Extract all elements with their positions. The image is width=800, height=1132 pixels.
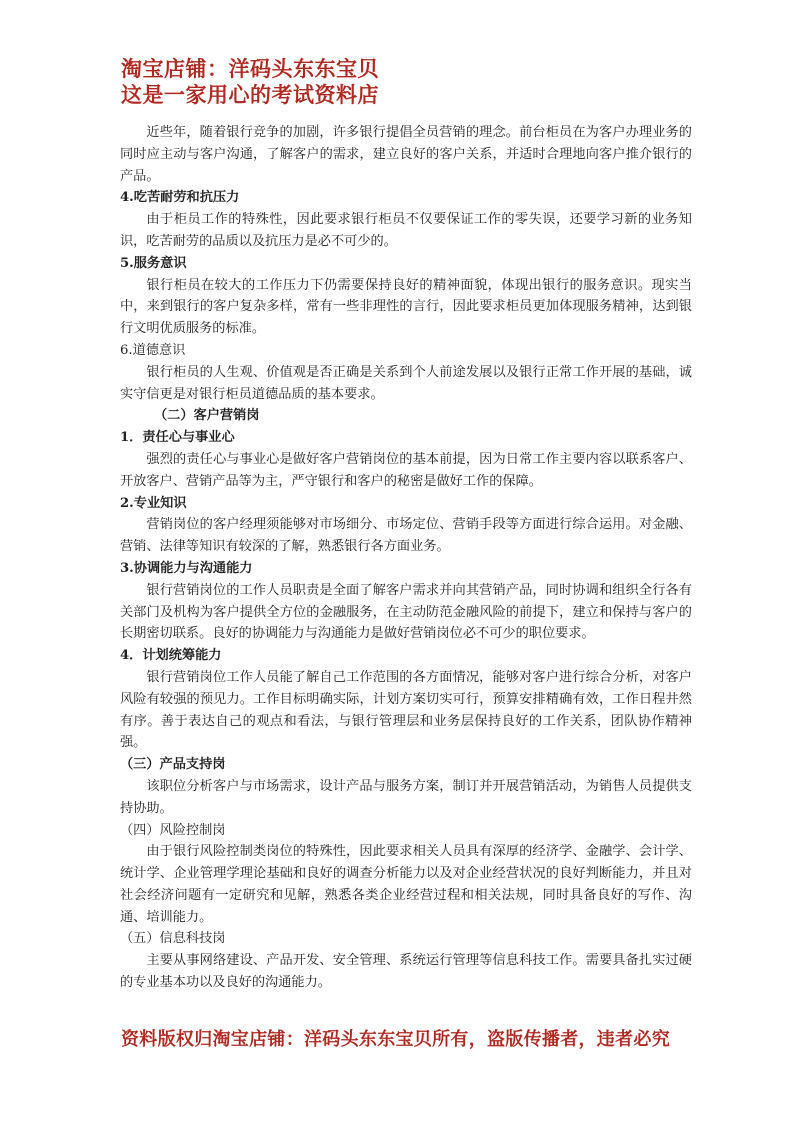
paragraph: 由于银行风险控制类岗位的特殊性，因此要求相关人员具有深厚的经济学、金融学、会计学、统计学、企业管理学理论基础和良好的调查分析能力以及对企业经营状况的良好判断能力，并且对社会经济问题有一定研究和见解，熟悉各类企业经营过程和相关法规，同时具备良好的写作、沟通、培训能力。 bbox=[120, 844, 692, 925]
paragraph: 银行营销岗位的工作人员职责是全面了解客户需求并向其营销产品，同时协调和组织全行各有关部门及机构为客户提供全方位的金融服务，在主动防范金融风险的前提下，建立和保持与客户的长期密切联系。良好的协调能力与沟通能力是做好营销岗位必不可少的职位要求。 bbox=[120, 582, 692, 642]
document-body bbox=[120, 122, 692, 994]
section-heading: 2.专业知识 bbox=[120, 495, 187, 511]
section-heading: 4．计划统筹能力 bbox=[120, 648, 222, 664]
paragraph: 银行柜员的人生观、价值观是否正确是关系到个人前途发展以及银行正常工作开展的基础，诚实守信更是对银行柜员道德品质的基本要求。 bbox=[120, 364, 692, 402]
paragraph: 强烈的责任心与事业心是做好客户营销岗位的基本前提，因为日常工作主要内容以联系客户、开放客户、营销产品等为主，严守银行和客户的秘密是做好工作的保障。 bbox=[120, 451, 692, 489]
paragraph: 该职位分析客户与市场需求，设计产品与服务方案，制订并开展营销活动，为销售人员提供支持协助。 bbox=[120, 778, 692, 816]
section-heading: 3.协调能力与沟通能力 bbox=[120, 560, 253, 576]
section-heading: 5.服务意识 bbox=[120, 255, 187, 271]
chapter-heading: （五）信息科技岗 bbox=[120, 931, 226, 947]
header bbox=[121, 56, 379, 108]
copyright-footer: 资料版权归淘宝店铺：洋码头东东宝贝所有，盗版传播者，违者必究 bbox=[121, 1029, 670, 1050]
paragraph: 由于柜员工作的特殊性，因此要求银行柜员不仅要保证工作的零失误，还要学习新的业务知识，吃苦耐劳的品质以及抗压力是必不可少的。 bbox=[120, 212, 692, 249]
chapter-heading: （三）产品支持岗 bbox=[120, 757, 226, 773]
shop-slogan-heading: 这是一家用心的考试资料店 bbox=[121, 82, 379, 107]
paragraph: 营销岗位的客户经理须能够对市场细分、市场定位、营销手段等方面进行综合运用。对金融、营销、法律等知识有较深的了解，熟悉银行各方面业务。 bbox=[120, 517, 692, 555]
chapter-heading: （四）风险控制岗 bbox=[120, 822, 226, 838]
chapter-heading: （二）客户营销岗 bbox=[154, 408, 260, 424]
section-heading: 1．责任心与事业心 bbox=[120, 430, 235, 446]
section-heading: 6.道德意识 bbox=[120, 342, 186, 358]
paragraph: 主要从事网络建设、产品开发、安全管理、系统运行管理等信息科技工作。需要具备扎实过硬的专业基本功以及良好的沟通能力。 bbox=[120, 953, 692, 991]
section-heading: 4.吃苦耐劳和抗压力 bbox=[120, 190, 240, 206]
shop-name-heading: 淘宝店铺：洋码头东东宝贝 bbox=[121, 56, 379, 81]
paragraph: 银行营销岗位工作人员能了解自己工作范围的各方面情况，能够对客户进行综合分析，对客户风险有较强的预见力。工作目标明确实际，计划方案切实可行，预算安排精确有效，工作日程井然有序。善于表达自己的观点和看法，与银行管理层和业务层保持良好的工作关系，团队协作精神强。 bbox=[120, 669, 692, 751]
paragraph: 近些年，随着银行竞争的加剧，许多银行提倡全员营销的理念。前台柜员在为客户办理业务的同时应主动与客户沟通，了解客户的需求，建立良好的客户关系，并适时合理地向客户推介银行的产品。 bbox=[120, 125, 692, 184]
paragraph: 银行柜员在较大的工作压力下仍需要保持良好的精神面貌，体现出银行的服务意识。现实当中，来到银行的客户复杂多样，常有一些非理性的言行，因此要求柜员更加体现服务精神，达到银行文明优质服务的标准。 bbox=[120, 277, 692, 337]
